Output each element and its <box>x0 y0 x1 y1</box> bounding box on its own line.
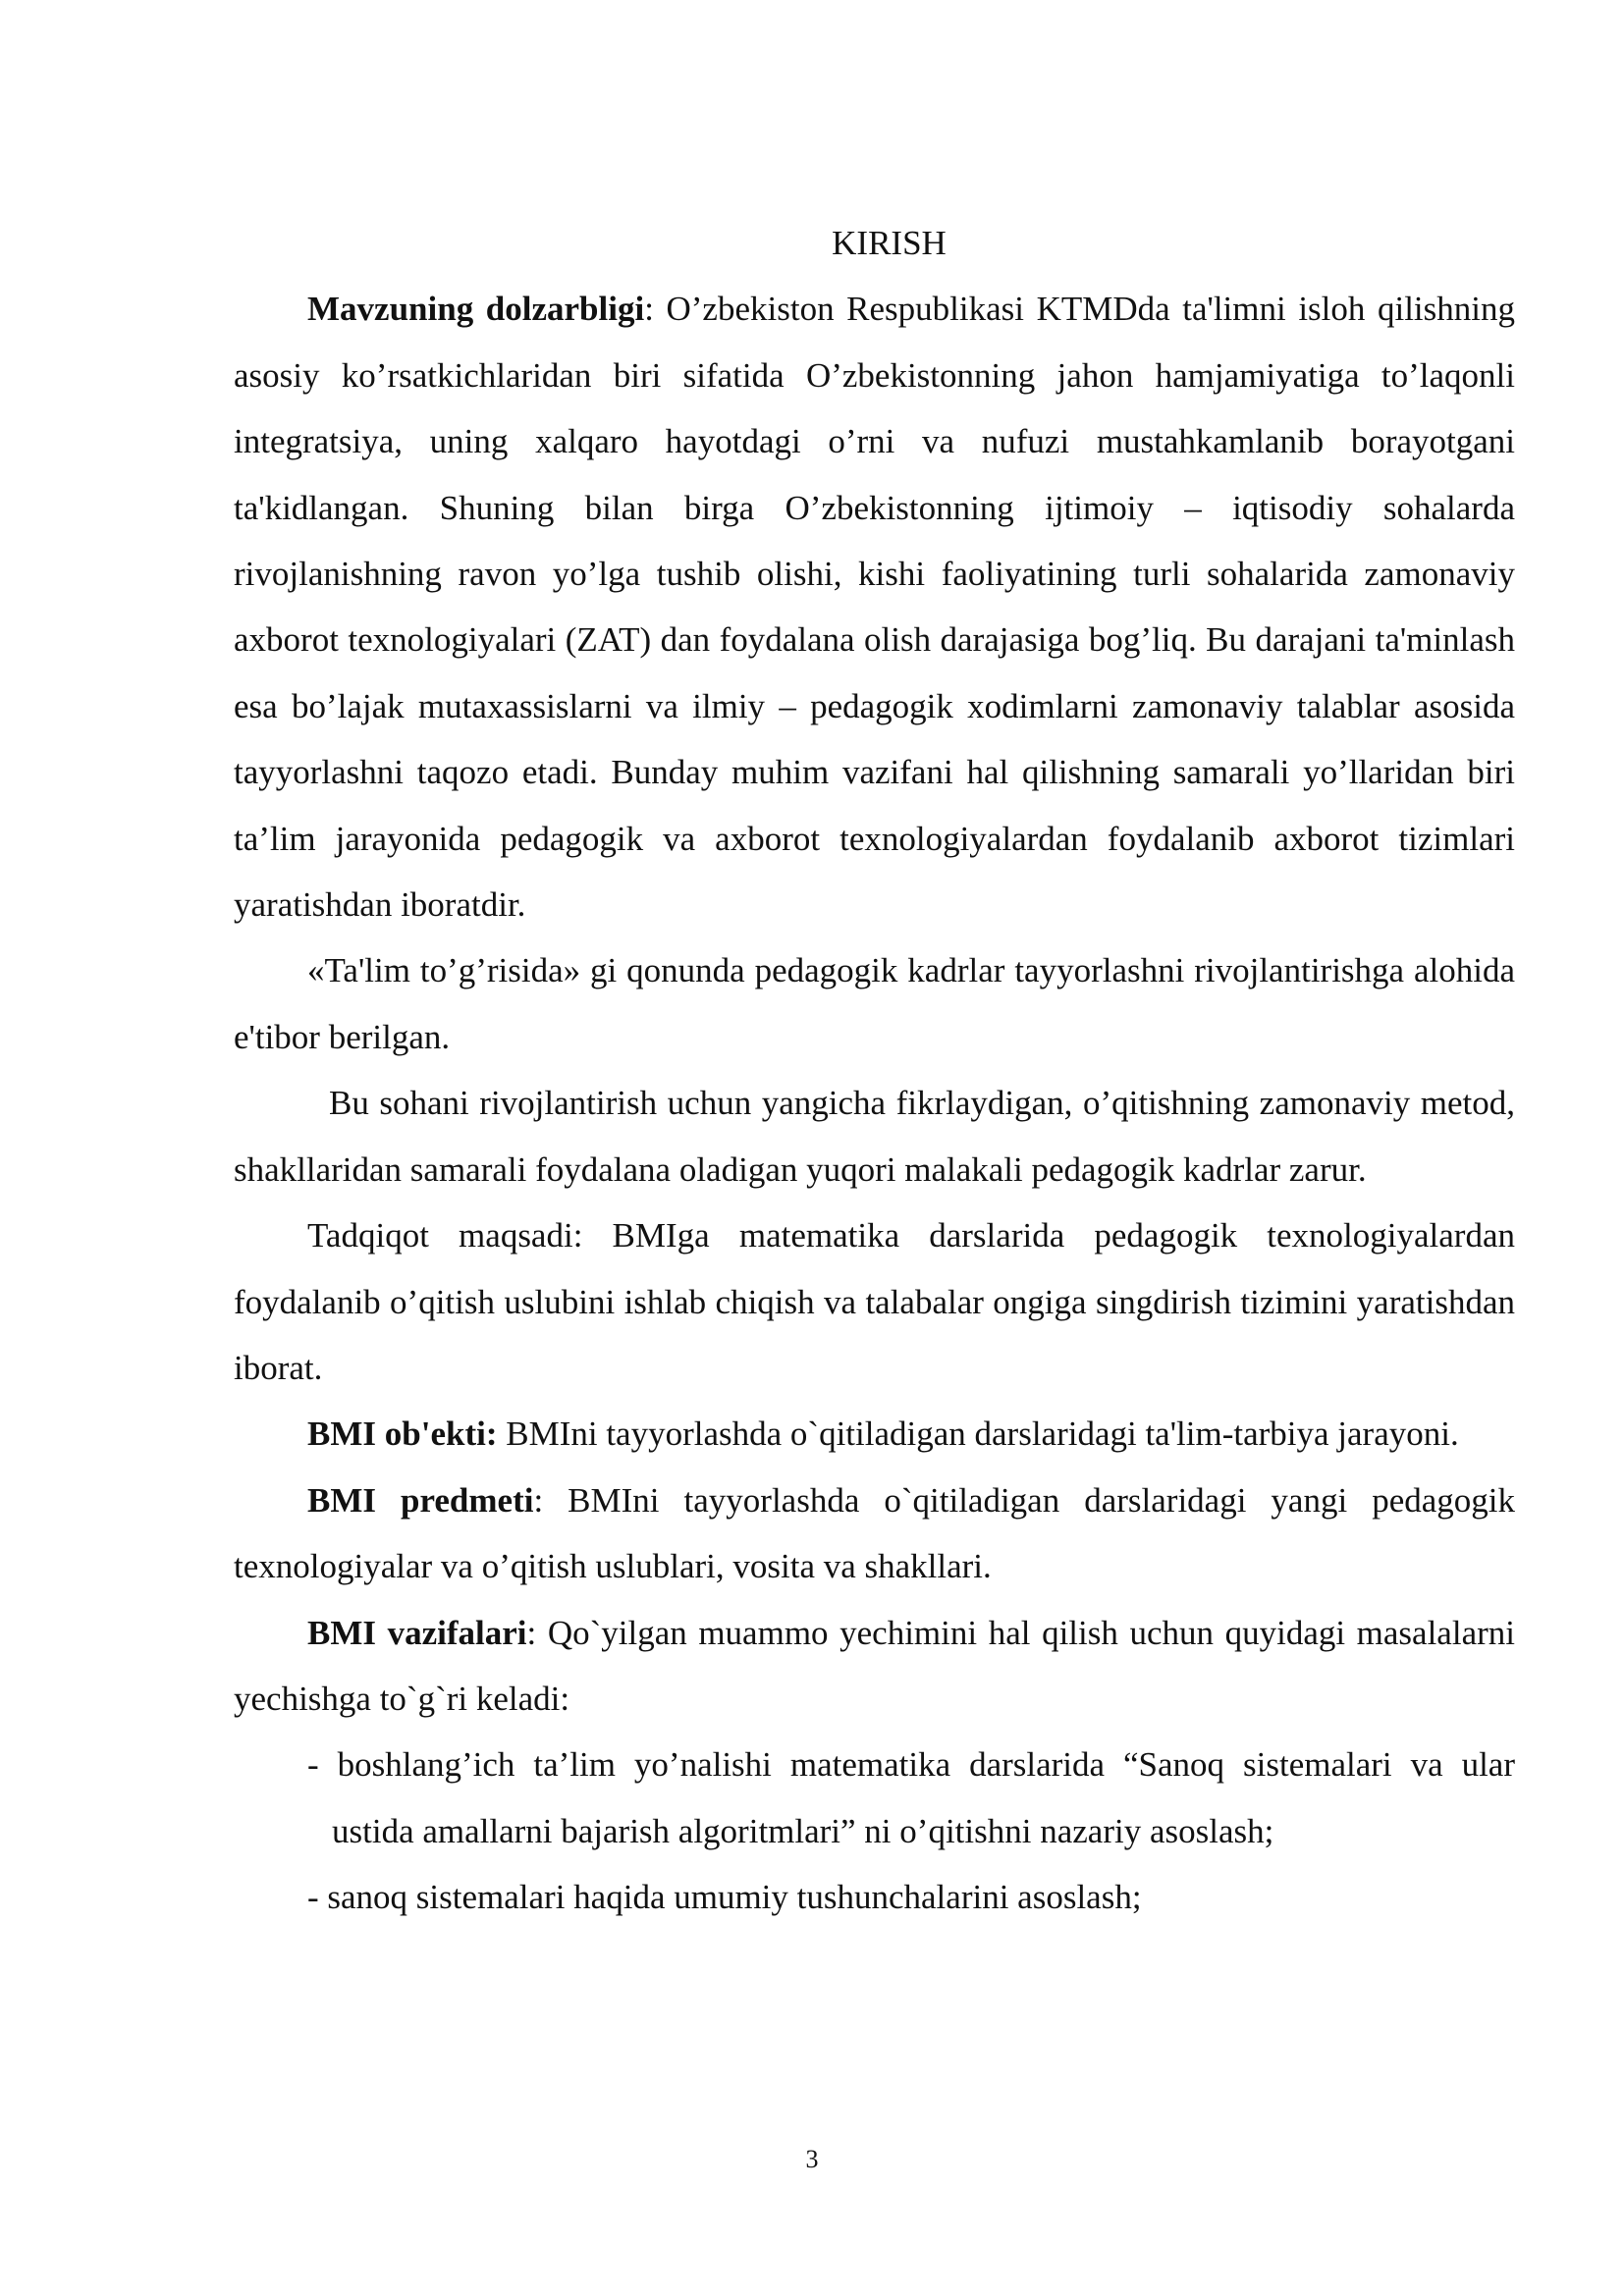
paragraph-development: Bu sohani rivojlantirish uchun yangicha fikrlaydigan, o’qitishning zamonaviy metod, shakllaridan samarali foydalana oladigan yuqori malakali pedagogik kadrlar zarur. <box>234 1084 1515 1189</box>
tasks-label: BMI vazifalari <box>307 1613 527 1652</box>
paragraph-goal: Tadqiqot maqsadi: BMIga matematika darslarida pedagogik texnologiyalardan foydalanib o’qitish uslubini ishlab chiqish va talabalar ongiga singdirish tizimini yaratishdan iborat. <box>234 1216 1515 1387</box>
page-title: KIRISH <box>832 224 947 262</box>
subject-text: : BMIni tayyorlashda o`qitiladigan darslaridagi yangi pedagogik texnologiyalar va o’qitish uslublari, vosita va shakllari. <box>234 1480 1515 1586</box>
paragraph-relevance <box>234 276 1515 937</box>
relevance-text: : O’zbekiston Respublikasi KTMDda ta'limni isloh qilishning asosiy ko’rsatkichlaridan biri sifatida O’zbekistonning jahon hamjamiyatiga to’laqonli integratsiya, uning xalqaro hayotdagi o’rni va nufuzi mustahkamlanib borayotgani ta'kidlangan. Shuning bilan birga O’zbekistonning ijtimoiy – iqtisodiy sohalarda rivojlanishning ravon yo’lga tushib olishi, kishi faoliyatining turli sohalarida zamonaviy axborot texnologiyalari (ZAT) dan foydalana olish darajasiga bog’liq. Bu darajani ta'minlash esa bo’lajak mutaxassislarni va ilmiy – pedagogik xodimlarni zamonaviy talablar asosida tayyorlashni taqozo etadi. Bunday muhim vazifani hal qilishning samarali yo’llaridan biri ta’lim jarayonida pedagogik va axborot texnologiyalardan foydalanib axborot tizimlari yaratishdan iboratdir. <box>234 290 1515 925</box>
paragraph-subject <box>234 1468 1515 1600</box>
paragraph-object <box>234 1401 1515 1467</box>
object-label: BMI ob'ekti: <box>307 1415 498 1454</box>
page-number: 3 <box>805 2145 819 2173</box>
list-item: - sanoq sistemalari haqida umumiy tushunchalarini asoslash; <box>307 1878 1142 1917</box>
page-content <box>234 210 1515 1931</box>
object-text: BMIni tayyorlashda o`qitiladigan darslaridagi ta'lim-tarbiya jarayoni. <box>497 1415 1459 1454</box>
list-item: - boshlang’ich ta’lim yo’nalishi matematika darslarida “Sanoq sistemalari va ular ustida amallarni bajarish algoritmlari” ni o’qitishni nazariy asoslash; <box>307 1745 1515 1850</box>
task-list <box>234 1732 1515 1930</box>
paragraph-tasks <box>234 1600 1515 1733</box>
subject-label: BMI predmeti <box>307 1480 534 1520</box>
tasks-text: : Qo`yilgan muammo yechimini hal qilish uchun quyidagi masalalarni yechishga to`g`ri keladi: <box>234 1613 1515 1718</box>
paragraph-law: «Ta'lim to’g’risida» gi qonunda pedagogik kadrlar tayyorlashni rivojlantirishga alohida e'tibor berilgan. <box>234 951 1515 1056</box>
relevance-label: Mavzuning dolzarbligi <box>307 290 645 329</box>
